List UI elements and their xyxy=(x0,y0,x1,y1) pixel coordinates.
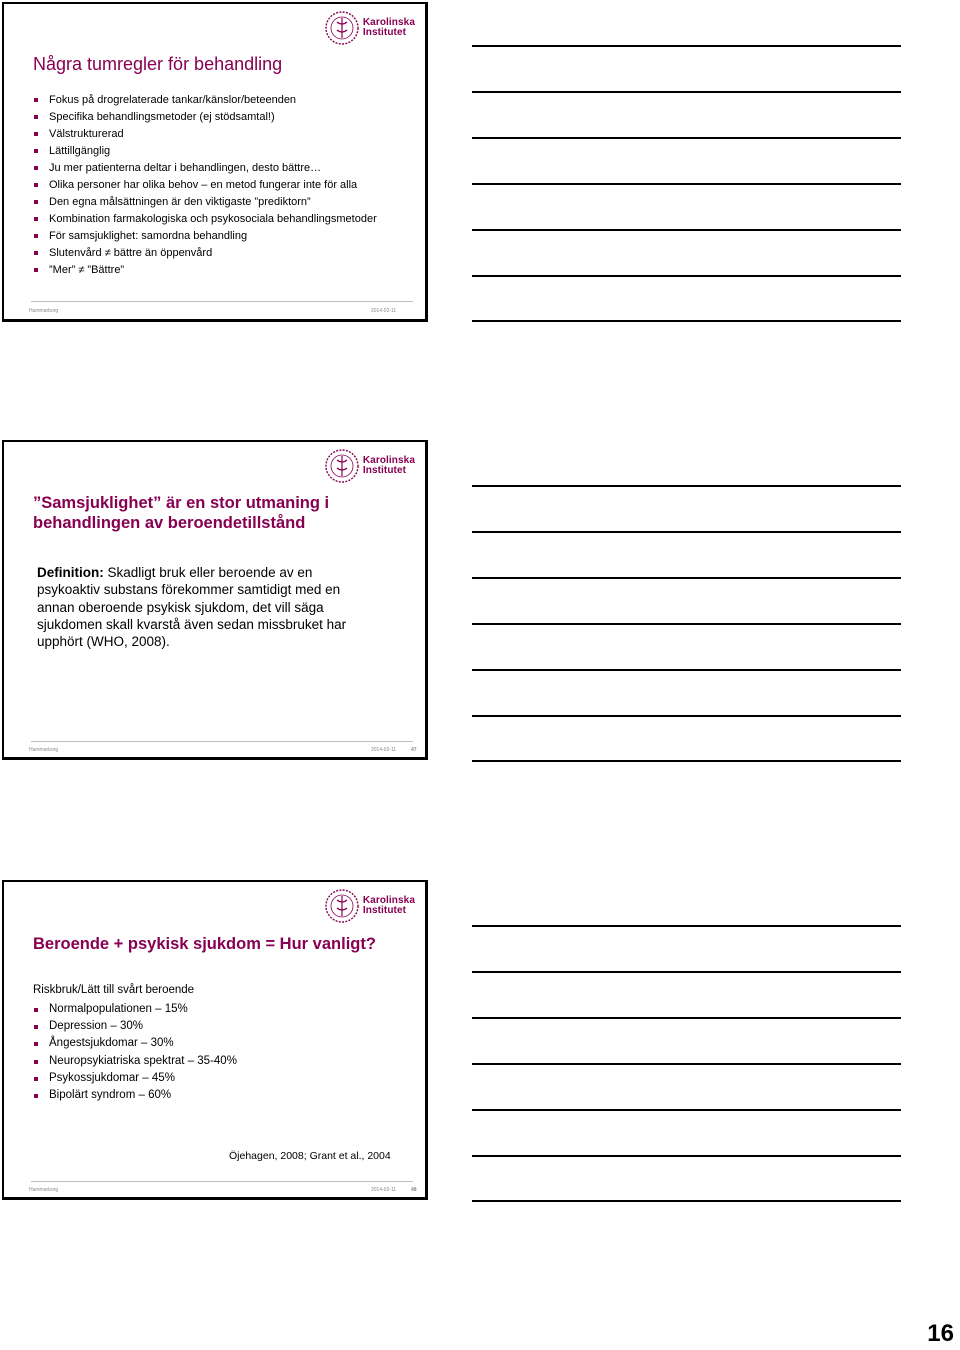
notes-line xyxy=(472,485,901,487)
notes-line xyxy=(472,925,901,927)
bullet-text: Specifika behandlingsmetoder (ej stödsamtal!) xyxy=(49,111,275,123)
notes-line xyxy=(472,715,901,717)
bullet-item xyxy=(33,128,393,141)
bullet-square-icon xyxy=(34,1042,38,1046)
bullet-text: Lättillgänglig xyxy=(49,145,111,157)
bullet-item xyxy=(33,1070,393,1087)
karolinska-logo xyxy=(324,888,415,924)
notes-line xyxy=(472,229,901,231)
footer-author: Hammarborg xyxy=(29,747,59,753)
bullet-square-icon xyxy=(34,200,38,204)
bullet-item xyxy=(33,1087,393,1104)
footer-divider xyxy=(31,301,413,302)
notes-line xyxy=(472,1063,901,1065)
slide-3 xyxy=(2,880,428,1200)
bullet-text: Fokus på drogrelaterade tankar/känslor/beteenden xyxy=(49,94,297,106)
footer-author: Hammarborg xyxy=(29,308,59,314)
notes-line xyxy=(472,320,901,322)
bullet-list xyxy=(33,94,393,281)
bullet-item xyxy=(33,264,393,277)
slide-title: Några tumregler för behandling xyxy=(33,54,283,74)
bullet-square-icon xyxy=(34,115,38,119)
bullet-item xyxy=(33,162,393,175)
footer-author: Hammarborg xyxy=(29,1187,59,1193)
bullet-item xyxy=(33,1035,393,1052)
bullet-item xyxy=(33,196,393,209)
bullet-text: Slutenvård ≠ bättre än öppenvård xyxy=(49,247,213,259)
bullet-item xyxy=(33,179,393,192)
bullet-text: Depression – 30% xyxy=(49,1020,143,1033)
bullet-square-icon xyxy=(34,1008,38,1012)
notes-line xyxy=(472,45,901,47)
bullet-text: Ju mer patienterna deltar i behandlingen, desto bättre… xyxy=(49,162,322,174)
bullet-item xyxy=(33,1001,393,1018)
footer-slide-number: 47 xyxy=(411,747,417,753)
notes-line xyxy=(472,623,901,625)
bullet-text: Ångestsjukdomar – 30% xyxy=(49,1037,174,1050)
seal-icon xyxy=(324,448,360,484)
footer-date: 2014-02-11 xyxy=(371,308,397,314)
bullet-square-icon xyxy=(34,98,38,102)
bullet-text: Psykossjukdomar – 45% xyxy=(49,1071,175,1084)
bullet-square-icon xyxy=(34,183,38,187)
logo-text: Karolinska Institutet xyxy=(362,17,415,38)
bullet-square-icon xyxy=(34,251,38,255)
bullet-list xyxy=(33,1001,393,1104)
karolinska-logo xyxy=(324,448,415,484)
notes-line xyxy=(472,275,901,277)
notes-line xyxy=(472,183,901,185)
seal-icon xyxy=(324,10,360,46)
bullet-square-icon xyxy=(34,1060,38,1064)
notes-line xyxy=(472,531,901,533)
footer-divider xyxy=(31,741,413,742)
bullet-item xyxy=(33,111,393,124)
bullet-square-icon xyxy=(34,234,38,238)
bullet-item xyxy=(33,145,393,158)
bullet-square-icon xyxy=(34,1077,38,1081)
definition-label: Definition: xyxy=(37,565,104,580)
logo-text: Karolinska Institutet xyxy=(362,455,415,476)
bullet-text: ”Mer” ≠ ”Bättre” xyxy=(49,264,125,276)
citation: Öjehagen, 2008; Grant et al., 2004 xyxy=(229,1150,391,1162)
bullet-square-icon xyxy=(34,166,38,170)
slide-title: Beroende + psykisk sjukdom = Hur vanligt? xyxy=(33,935,376,953)
slide-1 xyxy=(2,2,428,322)
intro-text: Riskbruk/Lätt till svårt beroende xyxy=(33,984,195,996)
notes-line xyxy=(472,669,901,671)
bullet-square-icon xyxy=(34,1094,38,1098)
slide-2 xyxy=(2,440,428,760)
footer-slide-number: 48 xyxy=(411,1187,417,1193)
bullet-text: Bipolärt syndrom – 60% xyxy=(49,1089,172,1102)
bullet-square-icon xyxy=(34,1025,38,1029)
bullet-text: För samsjuklighet: samordna behandling xyxy=(49,230,248,242)
footer-divider xyxy=(31,1181,413,1182)
bullet-text: Kombination farmakologiska och psykosociala behandlingsmetoder xyxy=(49,213,377,225)
seal-icon xyxy=(324,888,360,924)
bullet-item xyxy=(33,230,393,243)
notes-line xyxy=(472,577,901,579)
bullet-square-icon xyxy=(34,132,38,136)
footer-date: 2014-02-11 xyxy=(371,747,397,753)
notes-line xyxy=(472,1017,901,1019)
bullet-text: Normalpopulationen – 15% xyxy=(49,1003,188,1015)
slide-title: ”Samsjuklighet” är en stor utmaning i behandlingen av beroendetillstånd xyxy=(33,494,330,532)
page-number: 16 xyxy=(927,1320,954,1347)
notes-line xyxy=(472,971,901,973)
bullet-square-icon xyxy=(34,217,38,221)
bullet-square-icon xyxy=(34,149,38,153)
notes-line xyxy=(472,1200,901,1202)
bullet-text: Den egna målsättningen är den viktigaste ”prediktorn” xyxy=(49,196,311,208)
notes-line xyxy=(472,760,901,762)
definition-paragraph xyxy=(37,564,377,650)
bullet-text: Välstrukturerad xyxy=(49,128,124,140)
notes-line xyxy=(472,91,901,93)
notes-line xyxy=(472,137,901,139)
notes-line xyxy=(472,1109,901,1111)
bullet-text: Neuropsykiatriska spektrat – 35-40% xyxy=(49,1054,237,1067)
bullet-text: Olika personer har olika behov – en metod fungerar inte för alla xyxy=(49,179,358,191)
definition-text: Skadligt bruk eller beroende av en psykoaktiv substans förekommer samtidigt med en annan oberoende psykisk sjukdom, det vill säga sjukdomen skall kvarstå även sedan missbruket har upphört (WHO, 2008). xyxy=(37,565,347,650)
notes-line xyxy=(472,1155,901,1157)
karolinska-logo xyxy=(324,10,415,46)
bullet-item xyxy=(33,213,393,226)
bullet-item xyxy=(33,247,393,260)
footer-date: 2014-02-11 xyxy=(371,1187,397,1193)
bullet-item xyxy=(33,94,393,107)
bullet-item xyxy=(33,1018,393,1035)
bullet-square-icon xyxy=(34,268,38,272)
logo-text: Karolinska Institutet xyxy=(362,895,415,916)
bullet-item xyxy=(33,1053,393,1070)
